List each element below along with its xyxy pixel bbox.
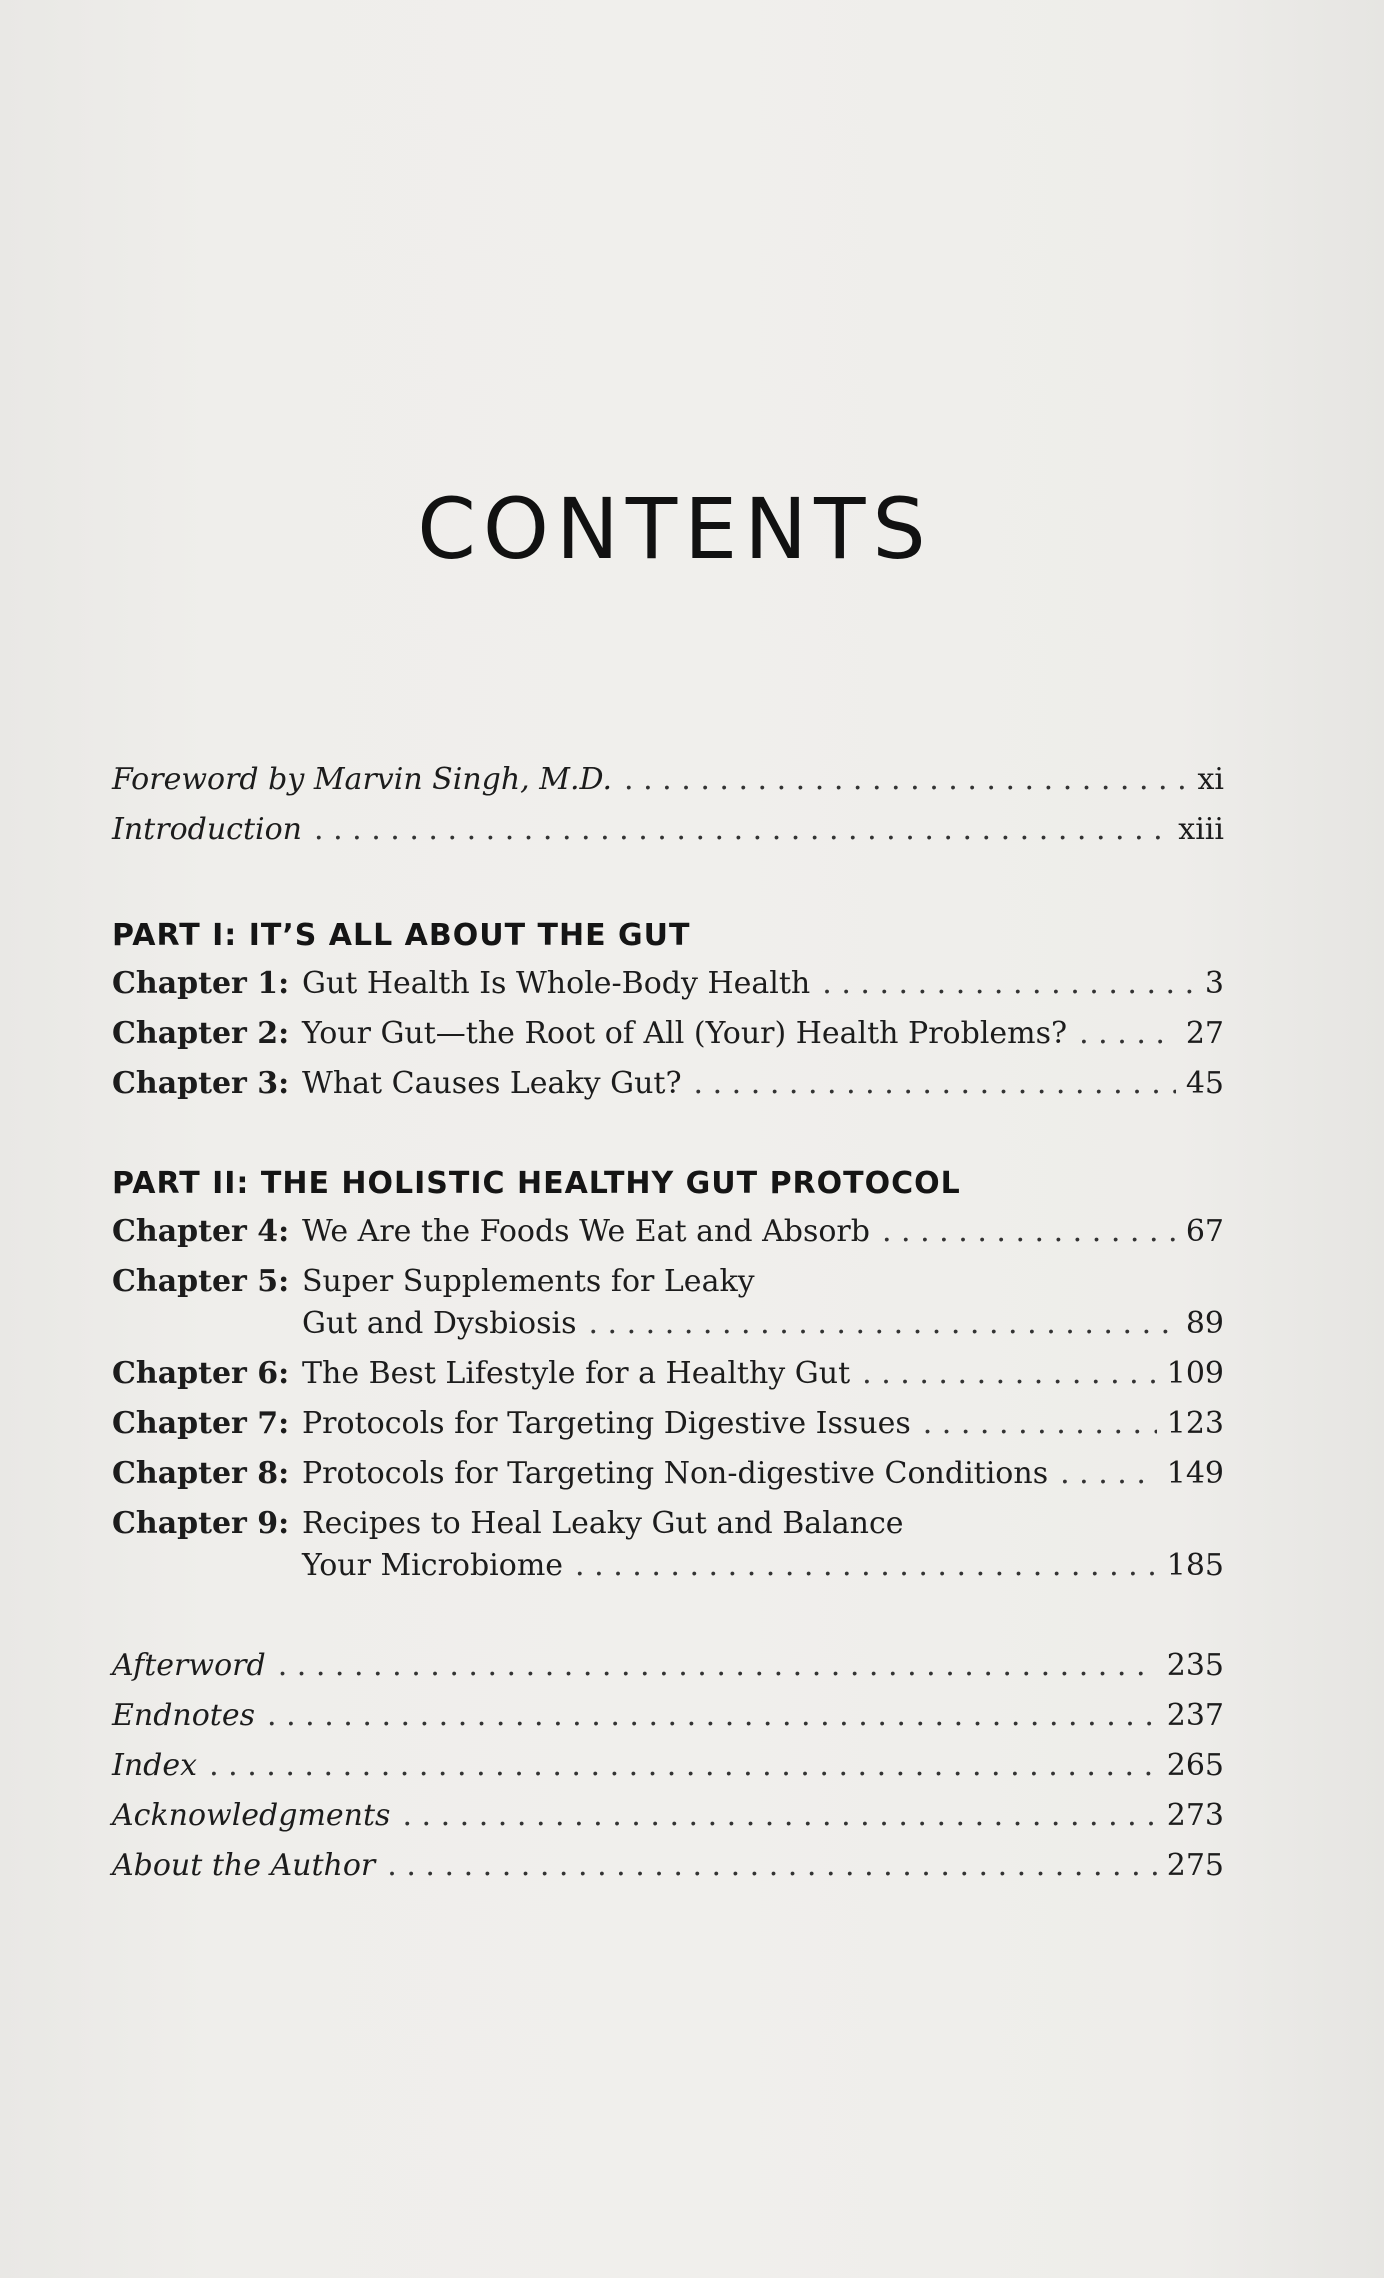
chapter-title: We Are the Foods We Eat and Absorb: [302, 1214, 870, 1249]
chapter-title: What Causes Leaky Gut?: [302, 1066, 682, 1101]
toc-entry-chapter: [112, 1066, 1224, 1112]
dot-leader: [1079, 1016, 1176, 1051]
chapter-title: Your Microbiome: [302, 1548, 564, 1583]
dot-leader: [402, 1798, 1156, 1833]
chapter-title: Gut and Dysbiosis: [302, 1306, 577, 1341]
toc-entry-about-author: [112, 1848, 1224, 1894]
entry-page: 149: [1166, 1456, 1224, 1491]
chapter-title: Your Gut—the Root of All (Your) Health Problems?: [302, 1016, 1068, 1051]
toc-entry-chapter: [112, 1016, 1224, 1062]
chapter-title: The Best Lifestyle for a Healthy Gut: [302, 1356, 851, 1391]
entry-label: Afterword: [112, 1648, 266, 1683]
toc-entry-foreword: [112, 762, 1224, 808]
entry-page: 273: [1166, 1798, 1224, 1833]
entry-page: 89: [1185, 1306, 1224, 1341]
chapter-title-line: [112, 1264, 755, 1310]
chapter-title-first-line: Recipes to Heal Leaky Gut and Balance: [302, 1506, 904, 1541]
toc-entry-afterword: [112, 1648, 1224, 1694]
chapter-number: Chapter 6:: [112, 1356, 290, 1391]
dot-leader: [923, 1406, 1157, 1441]
part-heading: PART I: IT’S ALL ABOUT THE GUT: [112, 918, 691, 953]
dot-leader: [278, 1648, 1157, 1683]
dot-leader: [694, 1066, 1176, 1101]
toc-entry-chapter: [302, 1306, 1224, 1352]
chapter-number: Chapter 7:: [112, 1406, 290, 1441]
dot-leader: [624, 762, 1187, 797]
toc-entry-chapter: [302, 1548, 1224, 1594]
entry-label: About the Author: [112, 1848, 376, 1883]
dot-leader: [1060, 1456, 1157, 1491]
entry-page: 185: [1166, 1548, 1224, 1583]
entry-page: 275: [1166, 1848, 1224, 1883]
toc-entry-chapter: [112, 966, 1224, 1012]
entry-label: Foreword by Marvin Singh, M.D.: [112, 762, 613, 797]
chapter-title-first-line: Super Supplements for Leaky: [302, 1264, 755, 1299]
dot-leader: [267, 1698, 1157, 1733]
page-title: CONTENTS: [417, 480, 933, 578]
entry-page: 67: [1185, 1214, 1224, 1249]
chapter-title: Gut Health Is Whole-Body Health: [302, 966, 811, 1001]
entry-page: xi: [1197, 762, 1224, 797]
chapter-number: Chapter 3:: [112, 1066, 290, 1101]
chapter-title: Protocols for Targeting Non-digestive Conditions: [302, 1456, 1049, 1491]
toc-entry-chapter: [112, 1214, 1224, 1260]
dot-leader: [575, 1548, 1157, 1583]
chapter-number: Chapter 5:: [112, 1264, 290, 1299]
dot-leader: [822, 966, 1195, 1001]
dot-leader: [862, 1356, 1157, 1391]
entry-page: 45: [1185, 1066, 1224, 1101]
dot-leader: [314, 812, 1168, 847]
entry-label: Endnotes: [112, 1698, 256, 1733]
chapter-number: Chapter 2:: [112, 1016, 290, 1051]
entry-page: xiii: [1178, 812, 1224, 847]
entry-page: 237: [1166, 1698, 1224, 1733]
entry-label: Index: [112, 1748, 198, 1783]
toc-entry-chapter: [112, 1406, 1224, 1452]
toc-entry-index: [112, 1748, 1224, 1794]
entry-label: Introduction: [112, 812, 302, 847]
toc-entry-introduction: [112, 812, 1224, 858]
dot-leader: [387, 1848, 1156, 1883]
entry-page: 123: [1166, 1406, 1224, 1441]
chapter-number: Chapter 9:: [112, 1506, 290, 1541]
toc-entry-endnotes: [112, 1698, 1224, 1744]
chapter-title: Protocols for Targeting Digestive Issues: [302, 1406, 911, 1441]
chapter-title-line: [112, 1506, 904, 1552]
toc-entry-chapter: [112, 1356, 1224, 1402]
entry-page: 3: [1204, 966, 1224, 1001]
dot-leader: [882, 1214, 1176, 1249]
part-heading: PART II: THE HOLISTIC HEALTHY GUT PROTOCOL: [112, 1166, 961, 1201]
toc-entry-chapter: [112, 1456, 1224, 1502]
toc-entry-acknowledgments: [112, 1798, 1224, 1844]
chapter-number: Chapter 1:: [112, 966, 290, 1001]
chapter-number: Chapter 8:: [112, 1456, 290, 1491]
dot-leader: [588, 1306, 1175, 1341]
entry-page: 109: [1166, 1356, 1224, 1391]
entry-page: 265: [1166, 1748, 1224, 1783]
entry-page: 27: [1185, 1016, 1224, 1051]
entry-page: 235: [1166, 1648, 1224, 1683]
entry-label: Acknowledgments: [112, 1798, 391, 1833]
chapter-number: Chapter 4:: [112, 1214, 290, 1249]
dot-leader: [209, 1748, 1157, 1783]
